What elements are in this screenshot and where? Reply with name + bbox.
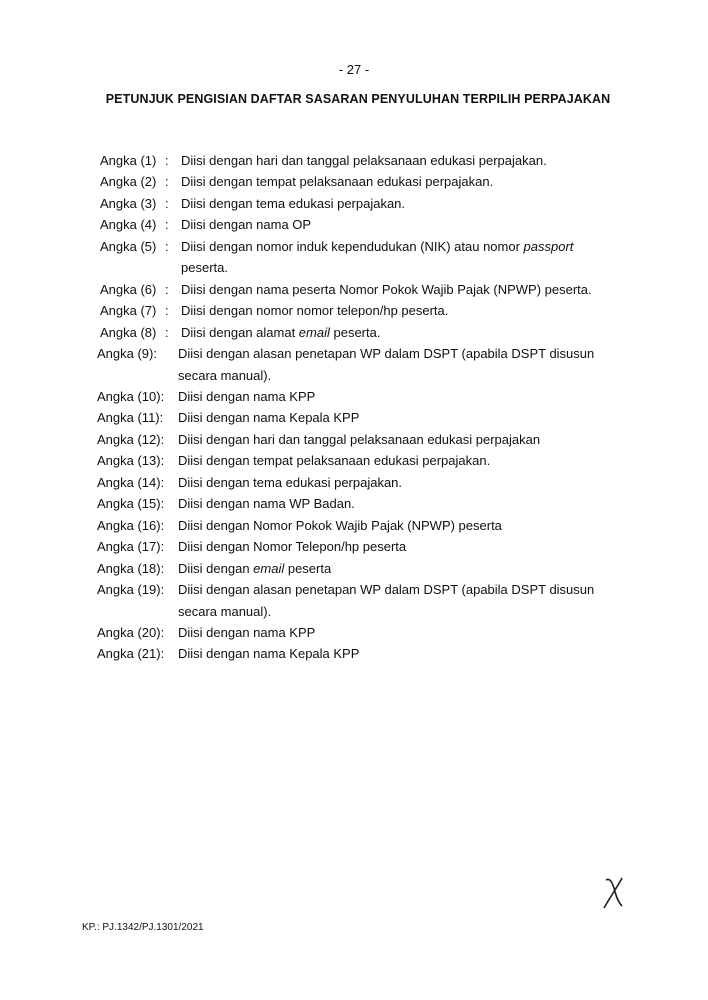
item-description: [178, 343, 598, 386]
list-item: [0, 429, 708, 450]
item-description: [181, 322, 601, 343]
item-label: Angka (6): [100, 281, 157, 297]
description-text: Diisi dengan nama Kepala KPP: [178, 646, 360, 662]
list-item: [0, 386, 708, 407]
item-colon: :: [165, 281, 169, 297]
description-text: Diisi dengan: [178, 560, 254, 576]
item-description: [178, 407, 598, 428]
description-text: Diisi dengan nomor induk kependudukan (NIK) atau nomor: [181, 238, 524, 254]
item-label: Angka (9):: [97, 346, 157, 362]
item-colon: :: [165, 324, 169, 340]
item-label: Angka (13):: [97, 453, 165, 469]
item-colon: :: [165, 303, 169, 319]
description-italic: email: [253, 560, 285, 576]
description-text: Diisi dengan Nomor Pokok Wajib Pajak (NPWP) peserta: [178, 517, 502, 533]
item-colon: :: [165, 195, 169, 211]
item-colon: :: [165, 153, 169, 168]
item-label: Angka (12):: [97, 431, 165, 447]
item-description: [178, 558, 598, 579]
list-item: [0, 536, 708, 557]
item-description: [178, 386, 598, 407]
item-label: Angka (3): [100, 195, 157, 211]
description-text: Diisi dengan nama Kepala KPP: [178, 410, 360, 426]
description-text: Diisi dengan tempat pelaksanaan edukasi perpajakan.: [178, 453, 491, 469]
description-text: Diisi dengan nama KPP: [178, 624, 316, 640]
list-item: [0, 343, 708, 386]
item-description: [178, 472, 598, 493]
item-description: [181, 193, 601, 214]
description-text: Diisi dengan hari dan tanggal pelaksanaan edukasi perpajakan.: [181, 153, 547, 168]
description-text-end: peserta.: [181, 260, 228, 276]
list-item: [0, 279, 708, 300]
list-item: [0, 322, 708, 343]
description-text-end: peserta: [284, 560, 332, 576]
item-description: [178, 450, 598, 471]
item-description: [178, 429, 598, 450]
list-item: [0, 193, 708, 214]
document-title: PETUNJUK PENGISIAN DAFTAR SASARAN PENYULUHAN TERPILIH PERPAJAKAN: [105, 92, 611, 106]
description-text: Diisi dengan tema edukasi perpajakan.: [181, 195, 406, 211]
description-text: Diisi dengan Nomor Telepon/hp peserta: [178, 539, 407, 555]
item-colon: :: [165, 174, 169, 190]
item-description: [181, 171, 601, 192]
description-text: Diisi dengan alasan penetapan WP dalam DSPT (apabila DSPT disusun secara manual).: [178, 346, 595, 383]
item-description: [181, 279, 601, 300]
item-label: Angka (14):: [97, 474, 165, 490]
item-colon: :: [165, 217, 169, 233]
list-item: [0, 643, 708, 664]
description-text: Diisi dengan alamat: [181, 324, 299, 340]
item-description: [181, 150, 601, 171]
list-item: [0, 150, 708, 171]
item-label: Angka (10):: [97, 388, 165, 404]
item-description: [178, 493, 598, 514]
item-label: Angka (17):: [97, 539, 165, 555]
item-description: [181, 236, 601, 279]
item-label: Angka (18):: [97, 560, 165, 576]
description-text: Diisi dengan nomor nomor telepon/hp peserta.: [181, 303, 449, 319]
list-item: [0, 515, 708, 536]
list-item: [0, 472, 708, 493]
item-label: Angka (20):: [97, 624, 165, 640]
document-reference: KP.: PJ.1342/PJ.1301/2021: [82, 922, 204, 933]
description-text: Diisi dengan nama WP Badan.: [178, 496, 355, 512]
item-description: [181, 214, 601, 235]
item-label: Angka (15):: [97, 496, 165, 512]
description-italic: passport: [523, 238, 574, 254]
list-item: [0, 558, 708, 579]
description-text: Diisi dengan nama peserta Nomor Pokok Wajib Pajak (NPWP) peserta.: [181, 281, 592, 297]
item-label: Angka (16):: [97, 517, 165, 533]
list-item: [0, 407, 708, 428]
list-item: [0, 236, 708, 279]
item-label: Angka (7): [100, 303, 157, 319]
item-label: Angka (8): [100, 324, 157, 340]
item-label: Angka (21):: [97, 646, 165, 662]
item-description: [178, 622, 598, 643]
description-italic: email: [298, 324, 330, 340]
list-item: [0, 493, 708, 514]
item-label: Angka (11):: [97, 410, 164, 426]
item-label: Angka (5): [100, 238, 157, 254]
page-number: - 27 -: [338, 62, 370, 77]
item-description: [181, 300, 601, 321]
item-label: Angka (4): [100, 217, 157, 233]
list-item: [0, 579, 708, 622]
description-text: Diisi dengan tempat pelaksanaan edukasi perpajakan.: [181, 174, 494, 190]
list-item: [0, 300, 708, 321]
item-label: Angka (1): [100, 153, 157, 168]
description-text: Diisi dengan alasan penetapan WP dalam DSPT (apabila DSPT disusun secara manual).: [178, 582, 595, 619]
description-text: Diisi dengan tema edukasi perpajakan.: [178, 474, 403, 490]
item-label: Angka (19):: [97, 582, 165, 598]
instruction-list: [0, 150, 708, 665]
list-item: [0, 171, 708, 192]
initial-mark-icon: [598, 872, 628, 917]
description-text: Diisi dengan nama OP: [181, 217, 312, 233]
description-text: Diisi dengan nama KPP: [178, 388, 316, 404]
description-text-end: peserta.: [329, 324, 381, 340]
item-description: [178, 579, 598, 622]
description-text: Diisi dengan hari dan tanggal pelaksanaan edukasi perpajakan: [178, 431, 541, 447]
item-description: [178, 643, 598, 664]
item-description: [178, 515, 598, 536]
item-colon: :: [165, 238, 169, 254]
list-item: [0, 214, 708, 235]
item-label: Angka (2): [100, 174, 157, 190]
list-item: [0, 450, 708, 471]
item-description: [178, 536, 598, 557]
list-item: [0, 622, 708, 643]
